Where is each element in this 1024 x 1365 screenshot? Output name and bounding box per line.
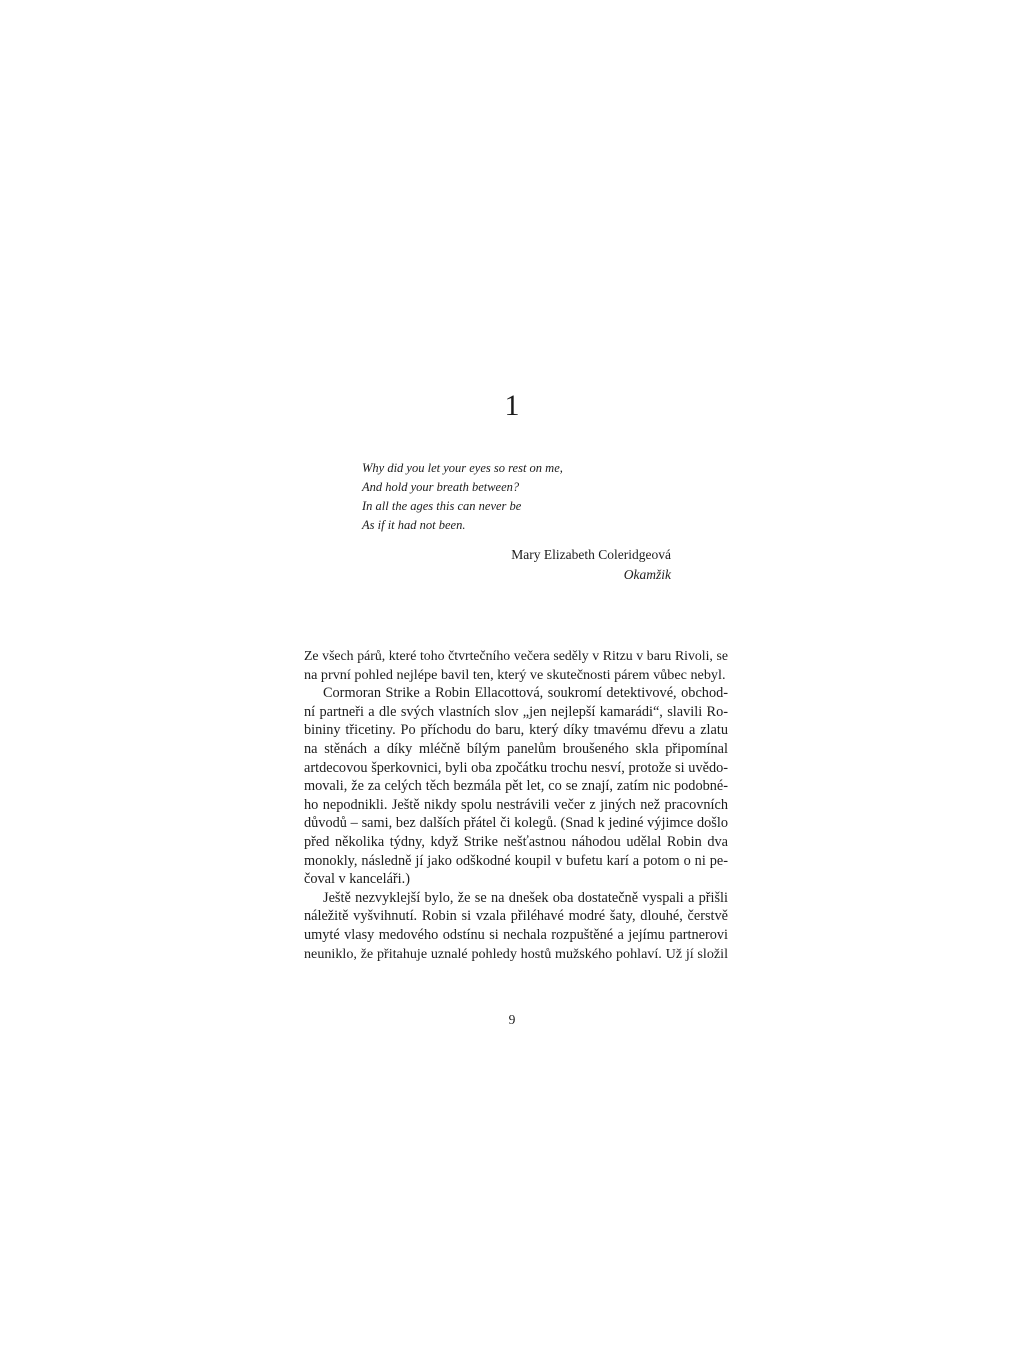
chapter-number: 1	[504, 389, 520, 422]
text-line: Cormoran Strike a Robin Ellacottová, soukromí detektivové, obchod-	[323, 685, 728, 702]
epigraph-line: Why did you let your eyes so rest on me,	[362, 461, 563, 475]
text-line: ní partneři a dle svých vlastních slov „jen nejlepší kamarádi“, slavili Ro-	[304, 703, 728, 720]
text-line: bininy třicetiny. Po příchodu do baru, který díky tmavému dřevu a zlatu	[304, 722, 728, 739]
text-line: monokly, následně jí jako odškodné koupil v bufetu karí a potom o ni pe-	[304, 852, 728, 869]
epigraph-line: And hold your breath between?	[362, 480, 520, 494]
text-line: ho nepodnikli. Ještě nikdy spolu nestrávili večer z jiných než pracovních	[304, 796, 728, 813]
epigraph-work-title: Okamžik	[623, 567, 671, 582]
text-line: náležitě vyšvihnutí. Robin si vzala přiléhavé modré šaty, dlouhé, čerstvě	[304, 908, 728, 925]
epigraph	[362, 459, 682, 535]
epigraph-line: In all the ages this can never be	[362, 499, 522, 513]
text-line: Ještě nezvyklejší bylo, že se na dnešek oba dostatečně vyspali a přišli	[323, 889, 728, 906]
epigraph-author: Mary Elizabeth Coleridgeová	[511, 547, 671, 562]
paragraph-2	[304, 684, 728, 889]
text-line: umyté vlasy medového odstínu si nechala rozpuštěné a jejímu partnerovi	[304, 926, 728, 943]
paragraph-3	[304, 889, 728, 963]
text-line: na stěnách a díky mléčně bílým panelům broušeného skla připomínal	[304, 740, 728, 757]
epigraph-attribution	[400, 545, 671, 585]
text-line: čoval v kanceláři.)	[304, 871, 410, 888]
text-line: movali, že za celých těch bezmála pět let, co se znají, zatím nic podobné-	[304, 778, 728, 795]
text-line: artdecovou šperkovnici, byli oba zpočátku trochu nesví, protože si uvědo-	[304, 759, 728, 776]
text-line: Ze všech párů, které toho čtvrtečního večera seděly v Ritzu v baru Rivoli, se	[304, 648, 728, 663]
paragraph-1	[304, 647, 728, 684]
text-line: důvodů – sami, bez dalších přátel či kolegů. (Snad k jediné výjimce došlo	[304, 815, 728, 832]
text-line: na první pohled nejlépe bavil ten, který ve skutečnosti párem vůbec nebyl.	[304, 666, 726, 683]
text-line: před několika týdny, když Strike nešťastnou náhodou udělal Robin dva	[304, 833, 728, 850]
text-line: neuniklo, že přitahuje uznalé pohledy hostů mužského pohlaví. Už jí složil	[304, 945, 728, 962]
page-number: 9	[508, 1012, 516, 1027]
body-text	[304, 647, 728, 963]
epigraph-line: As if it had not been.	[362, 518, 466, 532]
